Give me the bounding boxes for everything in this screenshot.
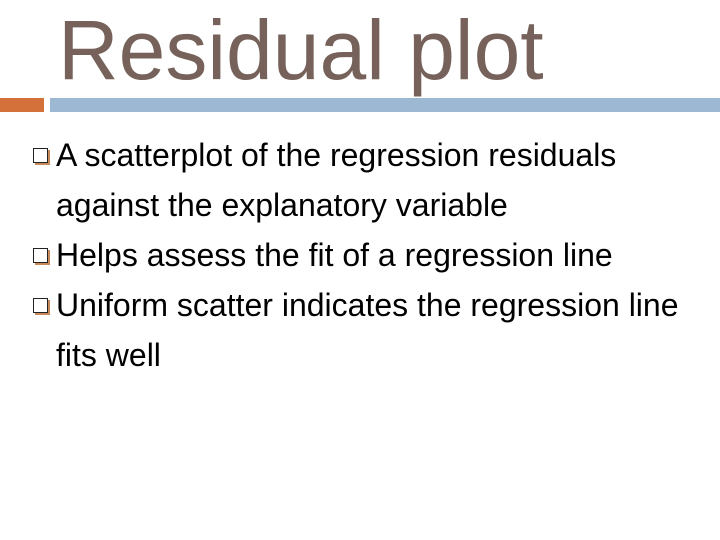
- checkbox-square-icon: [33, 148, 48, 163]
- checkbox-square-icon: [33, 298, 48, 313]
- checkbox-square-icon: [33, 248, 48, 263]
- bullet-list: [0, 130, 700, 380]
- bullet-item: [0, 280, 700, 380]
- accent-bar-orange: [0, 98, 44, 112]
- accent-bar-blue: [50, 98, 720, 112]
- bullet-text: A scatterplot of the regression residuals against the explanatory variable: [56, 137, 617, 223]
- slide-title: Residual plot: [58, 3, 544, 97]
- bullet-item: [0, 230, 700, 280]
- bullet-item: [0, 130, 700, 230]
- bullet-text: Uniform scatter indicates the regression line fits well: [56, 287, 679, 373]
- bullet-text: Helps assess the fit of a regression line: [56, 237, 613, 273]
